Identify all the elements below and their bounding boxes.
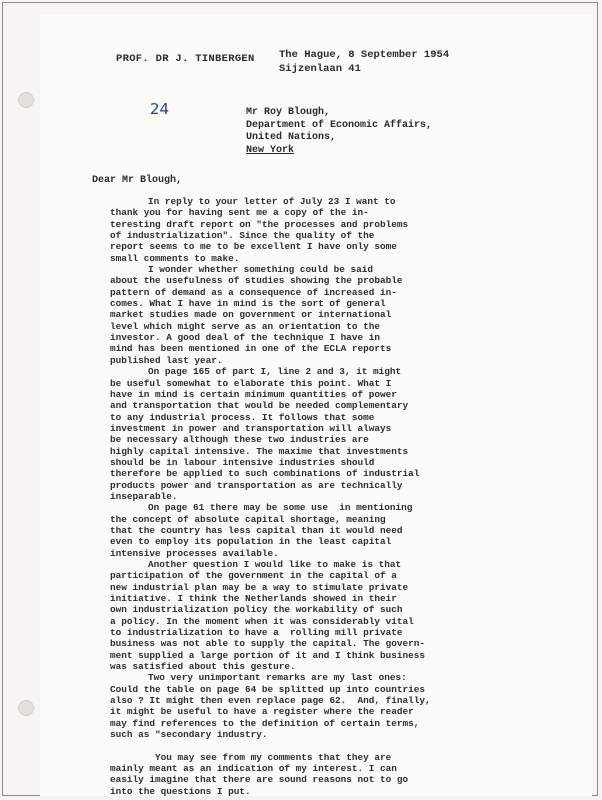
body-line: level which might serve as an orientation to the — [110, 320, 381, 332]
body-line: new industrial plan may be a way to stimulate private — [110, 581, 409, 593]
street-address: Sijzenlaan 41 — [279, 63, 361, 75]
body-paragraph — [110, 672, 510, 740]
body-paragraph — [110, 264, 510, 366]
body-line: should be in labour intensive industries should — [110, 456, 375, 468]
body-paragraph — [110, 196, 510, 264]
recipient-city: New York — [246, 144, 295, 156]
body-line: even to employ its population in the least capital — [110, 536, 392, 548]
body-line: Could the table on page 64 be splitted up into countries — [110, 683, 426, 695]
body-line: In reply to your letter of July 23 I want to — [148, 196, 396, 207]
body-line: Another question I would like to make is that — [148, 559, 402, 570]
handwritten-annotation: 24 — [150, 100, 170, 118]
body-line: small comments to make. — [110, 252, 240, 264]
body-line: be necessary although these two industries are — [110, 434, 369, 446]
body-line: thank you for having sent me a copy of the in- — [110, 207, 369, 219]
body-line: products power and transportation as are technically — [110, 479, 403, 491]
body-line: published last year. — [110, 354, 223, 366]
body-line: also ? It might then even replace page 62. And, finally, — [110, 695, 431, 707]
punch-hole — [18, 700, 34, 716]
body-line: inseparable. — [110, 490, 178, 502]
body-line: have in mind is certain minimum quantities of power — [110, 388, 397, 400]
body-line: I wonder whether something could be said — [148, 264, 374, 276]
sender-name: PROF. DR J. TINBERGEN — [116, 53, 255, 65]
recipient-organization: United Nations, — [246, 132, 337, 143]
body-line: may find references to the definition of certain terms, — [110, 717, 420, 729]
body-line: therefore be applied to such combinations of industrial — [110, 468, 420, 480]
recipient-name: Mr Roy Blough, — [246, 107, 331, 118]
body-line: investor. A good deal of the technique I have in — [110, 332, 381, 344]
punch-hole — [18, 92, 34, 108]
body-line: the concept of absolute capital shortage, meaning — [110, 513, 386, 525]
recipient-address — [246, 107, 432, 157]
body-line: of industrialization". Since the quality of the — [110, 230, 375, 242]
body-line: about the usefulness of studies showing the probable — [110, 275, 403, 287]
salutation: Dear Mr Blough, — [92, 175, 183, 186]
body-line: intensive processes available. — [110, 547, 279, 559]
body-line: ment supplied a large portion of it and I think business — [110, 649, 426, 661]
body-line: participation of the government in the capital of a — [110, 570, 397, 582]
body-line: Two very unimportant remarks are my last ones: — [148, 672, 407, 684]
body-line: investment in power and transportation will always — [110, 422, 392, 434]
letter-body — [110, 196, 510, 797]
body-paragraph — [110, 559, 510, 672]
body-line: market studies made on government or international — [110, 309, 392, 321]
body-paragraph — [110, 752, 510, 797]
body-line: You may see from my comments that they are — [155, 751, 392, 763]
body-line: highly capital intensive. The maxime that investments — [110, 445, 409, 457]
body-paragraph — [110, 366, 510, 502]
place-and-date: The Hague, 8 September 1954 — [279, 49, 450, 61]
body-line: a policy. In the moment when it was considerably vital — [110, 615, 414, 627]
body-line: to industrialization to have a rolling mill private — [110, 627, 403, 639]
recipient-department: Department of Economic Affairs, — [246, 119, 433, 131]
body-line: mind has been mentioned in one of the ECLA reports — [110, 343, 392, 355]
letter-dateline — [279, 48, 449, 76]
body-paragraph — [110, 502, 510, 559]
body-line: pattern of demand as a consequence of increased in- — [110, 286, 397, 298]
body-line: be useful somewhat to elaborate this point. What I — [110, 377, 392, 389]
body-line: report seems to me to be excellent I have only some — [110, 241, 397, 253]
body-line: it might be useful to have a register where the reader — [110, 706, 414, 718]
body-line: comes. What I have in mind is the sort of general — [110, 298, 386, 310]
body-line: was satisfied about this gesture. — [110, 661, 296, 673]
body-line: such as "secondary industry. — [110, 729, 268, 741]
body-line: easily imagine that there are sound reasons not to go — [110, 774, 409, 786]
body-line: own industrialization policy the workability of such — [110, 604, 403, 616]
body-line: and transportation that would be needed complementary — [110, 400, 409, 412]
body-line: business was not able to supply the capital. The govern- — [110, 638, 426, 650]
body-line: into the questions I put. — [110, 785, 251, 797]
body-line: teresting draft report on "the processes and problems — [110, 218, 409, 230]
body-line: On page 61 there may be some use in mentioning — [148, 502, 413, 514]
body-line: that the country has less capital than it would need — [110, 524, 403, 536]
body-line: to any industrial process. It follows that some — [110, 411, 375, 423]
body-line: mainly meant as an indication of my interest. I can — [110, 762, 397, 774]
body-line: On page 165 of part I, line 2 and 3, it might — [148, 366, 402, 378]
body-line: initiative. I think the Netherlands showed in their — [110, 593, 397, 605]
